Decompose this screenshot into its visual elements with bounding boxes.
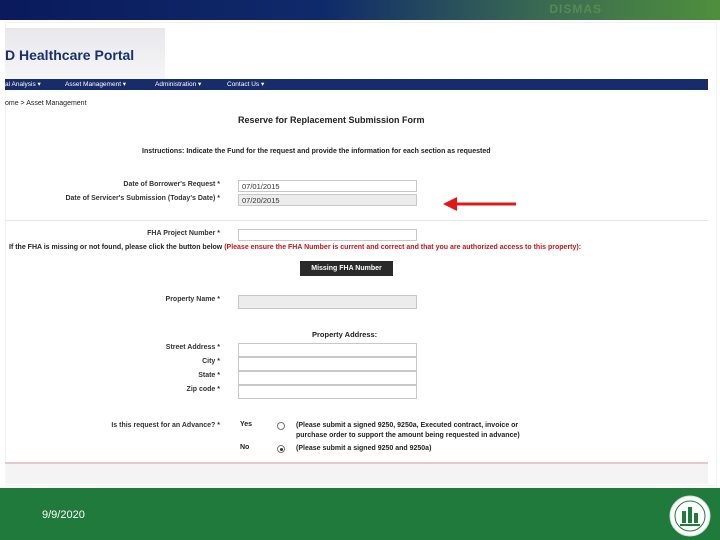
fha-number-input[interactable] [238,229,417,241]
advance-no-note: (Please submit a signed 9250 and 9250a) [296,445,432,452]
state-label: State * [198,372,220,379]
notice-text: If the FHA is missing or not found, please click the button below [9,244,223,251]
portal-title: D Healthcare Portal [5,47,135,63]
property-name-label: Property Name * [165,296,220,303]
breadcrumb: ome > Asset Management [5,100,87,107]
city-input[interactable] [238,357,417,371]
advance-no-radio[interactable] [277,445,285,453]
top-banner [0,0,720,20]
servicer-submission-date-input[interactable]: 07/20/2015 [238,194,417,206]
advance-yes-note-line2: purchase order to support the amount being requested in advance) [296,432,520,439]
footer-date: 9/9/2020 [42,509,85,521]
borrower-request-date-input[interactable]: 07/01/2015 [238,180,417,192]
nav-item-analysis[interactable]: al Analysis ▾ [5,81,41,88]
banner-watermark: DISMAS [549,2,602,16]
seal-icon [668,494,712,538]
annotation-arrow-icon [443,196,518,212]
slide-footer [0,488,720,540]
advance-yes-radio[interactable] [277,422,285,430]
property-address-heading: Property Address: [312,330,378,339]
zip-code-label: Zip code * [186,386,220,393]
property-name-input[interactable] [238,295,417,309]
fha-number-label: FHA Project Number * [147,230,220,237]
zip-code-input[interactable] [238,385,417,399]
advance-yes-label: Yes [240,421,253,428]
missing-fha-number-button[interactable]: Missing FHA Number [300,261,393,276]
advance-no-label: No [240,444,250,451]
fha-missing-notice [9,244,581,251]
form-title: Reserve for Replacement Submission Form [238,115,425,125]
screenshot-bottom-strip [5,464,708,484]
nav-item-administration[interactable]: Administration ▾ [155,81,202,88]
main-nav [5,79,708,90]
state-input[interactable] [238,371,417,385]
city-label: City * [202,358,220,365]
nav-item-asset-management[interactable]: Asset Management ▾ [65,81,127,88]
street-address-input[interactable] [238,343,417,357]
notice-warning-text: (Please ensure the FHA Number is current and correct and that you are authorized access to this property): [224,244,582,251]
nav-item-contact-us[interactable]: Contact Us ▾ [227,81,265,88]
advance-yes-note-line1: (Please submit a signed 9250, 9250a, Executed contract, invoice or [296,422,519,429]
form-instructions: Instructions: Indicate the Fund for the request and provide the information for each section as requested [142,148,491,155]
advance-question-label: Is this request for an Advance? * [111,422,220,429]
servicer-submission-label: Date of Servicer's Submission (Today's Date) * [65,195,220,202]
street-address-label: Street Address * [165,344,220,351]
borrower-request-label: Date of Borrower's Request * [123,181,220,188]
screenshot-frame [5,22,717,486]
section-divider [5,220,708,221]
